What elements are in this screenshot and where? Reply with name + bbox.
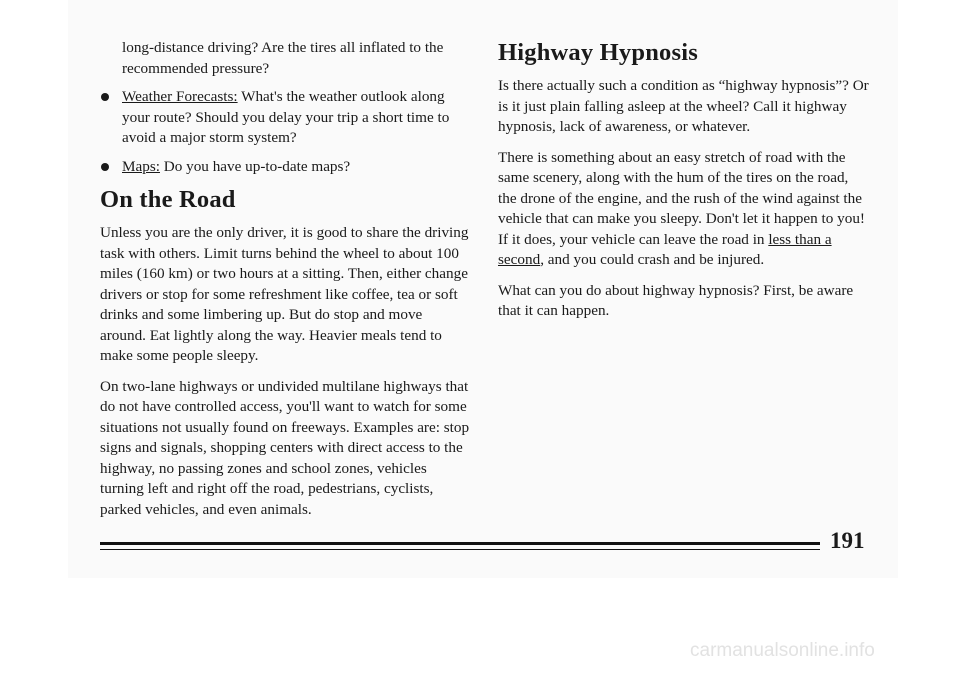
bullet-maps [100,157,472,178]
footer-rule-thin [100,549,820,550]
bullet-label: Maps: [122,157,160,175]
page-number: 191 [830,528,865,553]
bullet-dot-icon [101,93,109,101]
bullet-label: Weather Forecasts: [122,88,238,105]
watermark[interactable]: carmanualsonline.info [690,640,875,661]
paragraph: On two-lane highways or undivided multilane highways that do not have controlled access, you'll want to watch for some situations not usually found on freeways. Examples are: stop signs and signals, shopping centers with direct access to the highway, no passing zones and school zones, vehicles turning left and right off the road, pedestrians, cyclists, parked vehicles, and even animals. [100,377,470,518]
paragraph: Unless you are the only driver, it is good to share the driving task with others. Limit turns behind the wheel to about 100 miles (160 km) or two hours at a sitting. Then, either change drivers or stop for some refreshment like coffee, tea or soft drinks and some limbering up. But do stop and move around. Eat lightly along the way. Heavier meals tend to make some people sleepy. [100,224,469,364]
footer-rule-thick [100,542,820,545]
paragraph: Is there actually such a condition as “highway hypnosis”? Or is it just plain falling asleep at the wheel? Call it highway hypnosis, lack of awareness, or whatever. [498,77,869,135]
paragraph-text: , and you could crash and be injured. [540,251,765,268]
paragraph-text: There is something about an easy stretch of road with the same scenery, along with the hum of the tires on the road, the drone of the engine, and the rush of the wind against the vehicle that can make you sleepy. Don't let it happen to you! If it does, your vehicle can leave the road in [498,148,865,248]
emphasis-text: less than a second [498,230,832,268]
right-column [498,38,870,332]
section-heading-highway-hypnosis: Highway Hypnosis [498,39,698,66]
continued-text: long-distance driving? Are the tires all inflated to the recommended pressure? [122,39,444,77]
paragraph [498,148,870,271]
bullet-dot-icon [101,163,109,171]
section-heading-on-the-road: On the Road [100,186,236,213]
bullet-text: Do you have up-to-date maps? [159,157,351,175]
bullet-weather-forecasts [100,87,472,149]
paragraph: What can you do about highway hypnosis? First, be aware that it can happen. [498,281,854,319]
bullet-text: What's the weather outlook along your route? Should you delay your trip a short time to avoid a major storm system? [122,88,450,146]
left-column [100,38,472,530]
